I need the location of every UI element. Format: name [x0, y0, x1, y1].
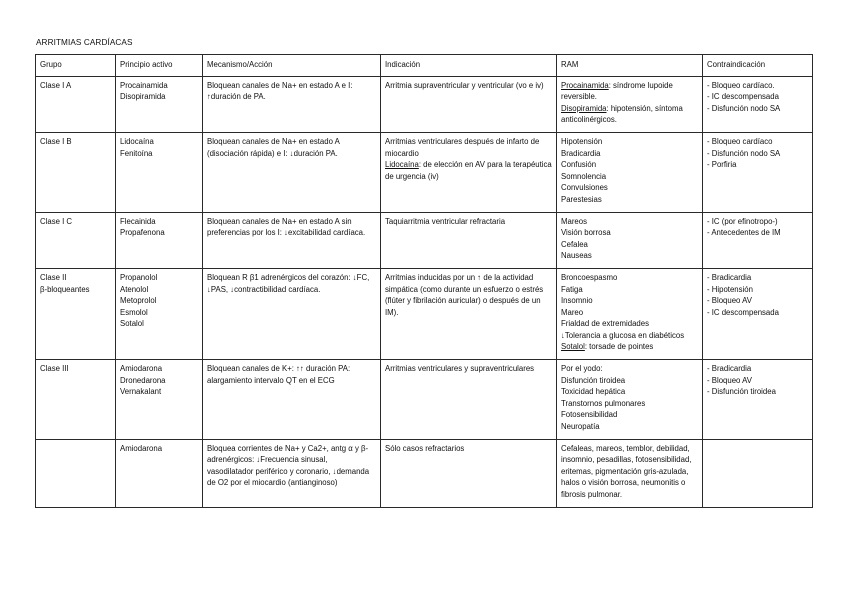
cell-principio-activo [116, 212, 203, 268]
cell-indicacion [381, 212, 557, 268]
ram-line [561, 318, 698, 330]
underlined-drug-name: Procainamida [561, 80, 609, 90]
contra-line: - Bloqueo cardíaco. [707, 80, 775, 90]
header-ram: RAM [557, 55, 703, 77]
ram-line [561, 375, 698, 387]
ram-line [561, 330, 698, 342]
ram-line [561, 341, 698, 353]
contra-line: - Bloqueo AV [707, 375, 752, 385]
ram-line [561, 250, 698, 262]
cell-grupo [36, 132, 116, 212]
indicacion-line-text: Arritmia supraventricular y ventricular (vo e iv) [385, 80, 544, 90]
ram-line [561, 227, 698, 239]
table-row [36, 439, 813, 507]
page-title: ARRITMIAS CARDÍACAS [36, 38, 133, 47]
header-grupo: Grupo [36, 55, 116, 77]
indicacion-line [385, 443, 552, 455]
ram-line-text: Parestesias [561, 194, 602, 204]
cell-contraindicacion [703, 76, 813, 132]
ram-line-text: Cefalea [561, 239, 588, 249]
ram-line-text: Disfunción tiroidea [561, 375, 626, 385]
contra-line: - Disfunción nodo SA [707, 148, 781, 158]
header-contraindicacion: Contraindicación [703, 55, 813, 77]
ram-line-text: Broncoespasmo [561, 272, 618, 282]
contra-line: - IC (por efinotropo-) [707, 216, 778, 226]
contra-line: - IC descompensada [707, 307, 779, 317]
ram-line-text: Toxicidad hepática [561, 387, 626, 397]
ram-line-text: Mareos [561, 216, 587, 226]
indicacion-line [385, 136, 552, 159]
ram-line-text: Por el yodo: [561, 364, 603, 374]
contra-line: - Bloqueo AV [707, 296, 752, 306]
indicacion-line-text: : de elección en AV para la terapéutica de urgencia (iv) [385, 160, 552, 181]
drug-name: Amiodarona [120, 364, 163, 374]
indicacion-line-text: Taquiarritmia ventricular refractaria [385, 216, 506, 226]
ram-line [561, 386, 698, 398]
grupo-line: Clase I C [40, 216, 73, 226]
indicacion-line-text: Arritmias inducidas por un ↑ de la actividad simpática (como durante un esfuerzo o estrés (flúter y fibrilación auricular) o después de un IM). [385, 272, 544, 317]
cell-principio-activo [116, 76, 203, 132]
cell-indicacion [381, 439, 557, 507]
ram-line [561, 307, 698, 319]
cell-principio-activo [116, 439, 203, 507]
indicacion-line-text: Arritmias ventriculares y supraventriculares [385, 364, 535, 374]
drug-name: Metoprolol [120, 296, 157, 306]
underlined-drug-name: Lidocaína [385, 160, 419, 170]
ram-line-text: : torsade de pointes [584, 342, 654, 352]
header-principio-activo: Principio activo [116, 55, 203, 77]
ram-line-text: Transtornos pulmonares [561, 398, 646, 408]
cell-grupo [36, 212, 116, 268]
contra-line: - Bradicardia [707, 272, 752, 282]
ram-line [561, 363, 698, 375]
indicacion-line-text: Sólo casos refractarios [385, 443, 465, 453]
ram-line [561, 295, 698, 307]
ram-line [561, 443, 698, 501]
cell-principio-activo [116, 360, 203, 440]
underlined-drug-name: Sotalol [561, 342, 585, 352]
drug-name: Flecainida [120, 216, 156, 226]
ram-line [561, 409, 698, 421]
contra-line: - Hipotensión [707, 284, 753, 294]
ram-line [561, 239, 698, 251]
cell-grupo [36, 268, 116, 359]
ram-line-text: Visión borrosa [561, 228, 611, 238]
cell-indicacion [381, 360, 557, 440]
ram-line-text: Fotosensibilidad [561, 410, 618, 420]
ram-line-text: Convulsiones [561, 183, 608, 193]
cell-indicacion [381, 132, 557, 212]
drug-name: Atenolol [120, 284, 149, 294]
cell-mecanismo: Bloquean canales de Na+ en estado A e I: ↑duración de PA. [203, 76, 381, 132]
cell-principio-activo [116, 132, 203, 212]
grupo-line: Clase I B [40, 136, 72, 146]
contra-line: - Antecedentes de IM [707, 228, 781, 238]
ram-line [561, 284, 698, 296]
indicacion-line [385, 159, 552, 182]
cell-ram [557, 212, 703, 268]
ram-line-text: Nauseas [561, 251, 592, 261]
ram-line [561, 398, 698, 410]
ram-line [561, 80, 698, 103]
cell-ram [557, 76, 703, 132]
ram-line-text: Insomnio [561, 296, 593, 306]
indicacion-line [385, 363, 552, 375]
drug-name: Propafenona [120, 228, 165, 238]
ram-line [561, 182, 698, 194]
cell-contraindicacion [703, 360, 813, 440]
cell-indicacion [381, 76, 557, 132]
indicacion-line [385, 216, 552, 228]
ram-line-text: Bradicardia [561, 148, 601, 158]
indicacion-line-text: Arritmias ventriculares después de infarto de miocardio [385, 136, 540, 158]
cell-grupo [36, 360, 116, 440]
cell-mecanismo: Bloquean canales de K+: ↑↑ duración PA: alargamiento intervalo QT en el ECG [203, 360, 381, 440]
table-row [36, 132, 813, 212]
drug-name: Disopiramida [120, 92, 166, 102]
grupo-line: Clase I A [40, 80, 72, 90]
ram-line-text: Neuropatía [561, 422, 600, 432]
cell-contraindicacion [703, 132, 813, 212]
ram-line-text: Confusión [561, 160, 597, 170]
cell-mecanismo: Bloquean R β1 adrenérgicos del corazón: ↓FC, ↓PAS, ↓contractibilidad cardíaca. [203, 268, 381, 359]
cell-mecanismo: Bloquean canales de Na+ en estado A sin preferencias por los I: ↓excitabilidad cardíaca. [203, 212, 381, 268]
drug-name: Propanolol [120, 272, 158, 282]
cell-ram [557, 132, 703, 212]
ram-line-text: Somnolencia [561, 171, 607, 181]
table-row [36, 212, 813, 268]
cell-ram [557, 360, 703, 440]
table-row [36, 76, 813, 132]
ram-line-text: Fatiga [561, 284, 583, 294]
ram-line-text: Hipotensión [561, 136, 603, 146]
drug-name: Esmolol [120, 307, 148, 317]
header-indicacion: Indicación [381, 55, 557, 77]
ram-line [561, 136, 698, 148]
cell-indicacion [381, 268, 557, 359]
ram-line [561, 272, 698, 284]
ram-line [561, 194, 698, 206]
ram-line-text: Frialdad de extremidades [561, 319, 649, 329]
ram-line [561, 103, 698, 126]
contra-line: - Disfunción tiroidea [707, 387, 776, 397]
drug-name: Vernakalant [120, 387, 162, 397]
drug-name: Amiodarona [120, 443, 163, 453]
table-row [36, 268, 813, 359]
ram-line [561, 148, 698, 160]
ram-line-text: ↓Tolerancia a glucosa en diabéticos [561, 330, 685, 340]
ram-line-text: Mareo [561, 307, 584, 317]
drug-name: Procainamida [120, 80, 168, 90]
cell-mecanismo: Bloquea corrientes de Na+ y Ca2+, antg α y β-adrenérgicos: ↓Frecuencia sinusal, vasodilatador periférico y coronario, ↓demanda de O2 por el miocardio (antianginoso) [203, 439, 381, 507]
table-row [36, 360, 813, 440]
cell-principio-activo [116, 268, 203, 359]
cell-contraindicacion [703, 268, 813, 359]
ram-line [561, 159, 698, 171]
grupo-line: Clase II [40, 272, 67, 282]
cell-grupo [36, 439, 116, 507]
header-mecanismo: Mecanismo/Acción [203, 55, 381, 77]
table-header-row [36, 55, 813, 77]
arrhythmia-table [35, 54, 813, 508]
drug-name: Fenitoína [120, 148, 153, 158]
ram-line [561, 171, 698, 183]
indicacion-line [385, 272, 552, 318]
cell-ram [557, 439, 703, 507]
indicacion-line [385, 80, 552, 92]
drug-name: Lidocaína [120, 136, 154, 146]
table-body [36, 76, 813, 507]
contra-line: - Disfunción nodo SA [707, 103, 781, 113]
cell-grupo [36, 76, 116, 132]
ram-line [561, 421, 698, 433]
cell-contraindicacion [703, 439, 813, 507]
grupo-line: Clase III [40, 364, 69, 374]
ram-line-text: : síndrome lupoide reversible. [561, 80, 673, 102]
cell-contraindicacion [703, 212, 813, 268]
contra-line: - Bloqueo cardíaco [707, 136, 773, 146]
grupo-line: β-bloqueantes [40, 284, 90, 294]
contra-line: - Bradicardia [707, 364, 752, 374]
drug-name: Sotalol [120, 319, 144, 329]
ram-line-text: Cefaleas, mareos, temblor, debilidad, insomnio, pesadillas, fotosensibilidad, eritemas, pigmentación gris-azulada, halos o visión borrosa, neumonitis o fibrosis pulmonar. [561, 443, 692, 499]
contra-line: - Porfiria [707, 160, 737, 170]
contra-line: - IC descompensada [707, 92, 779, 102]
cell-mecanismo: Bloquean canales de Na+ en estado A (disociación rápida) e I: ↓duración PA. [203, 132, 381, 212]
cell-ram [557, 268, 703, 359]
ram-line-text: : hipotensión, síntoma anticolinérgicos. [561, 103, 683, 125]
underlined-drug-name: Disopiramida [561, 103, 607, 113]
ram-line [561, 216, 698, 228]
drug-name: Dronedarona [120, 375, 166, 385]
